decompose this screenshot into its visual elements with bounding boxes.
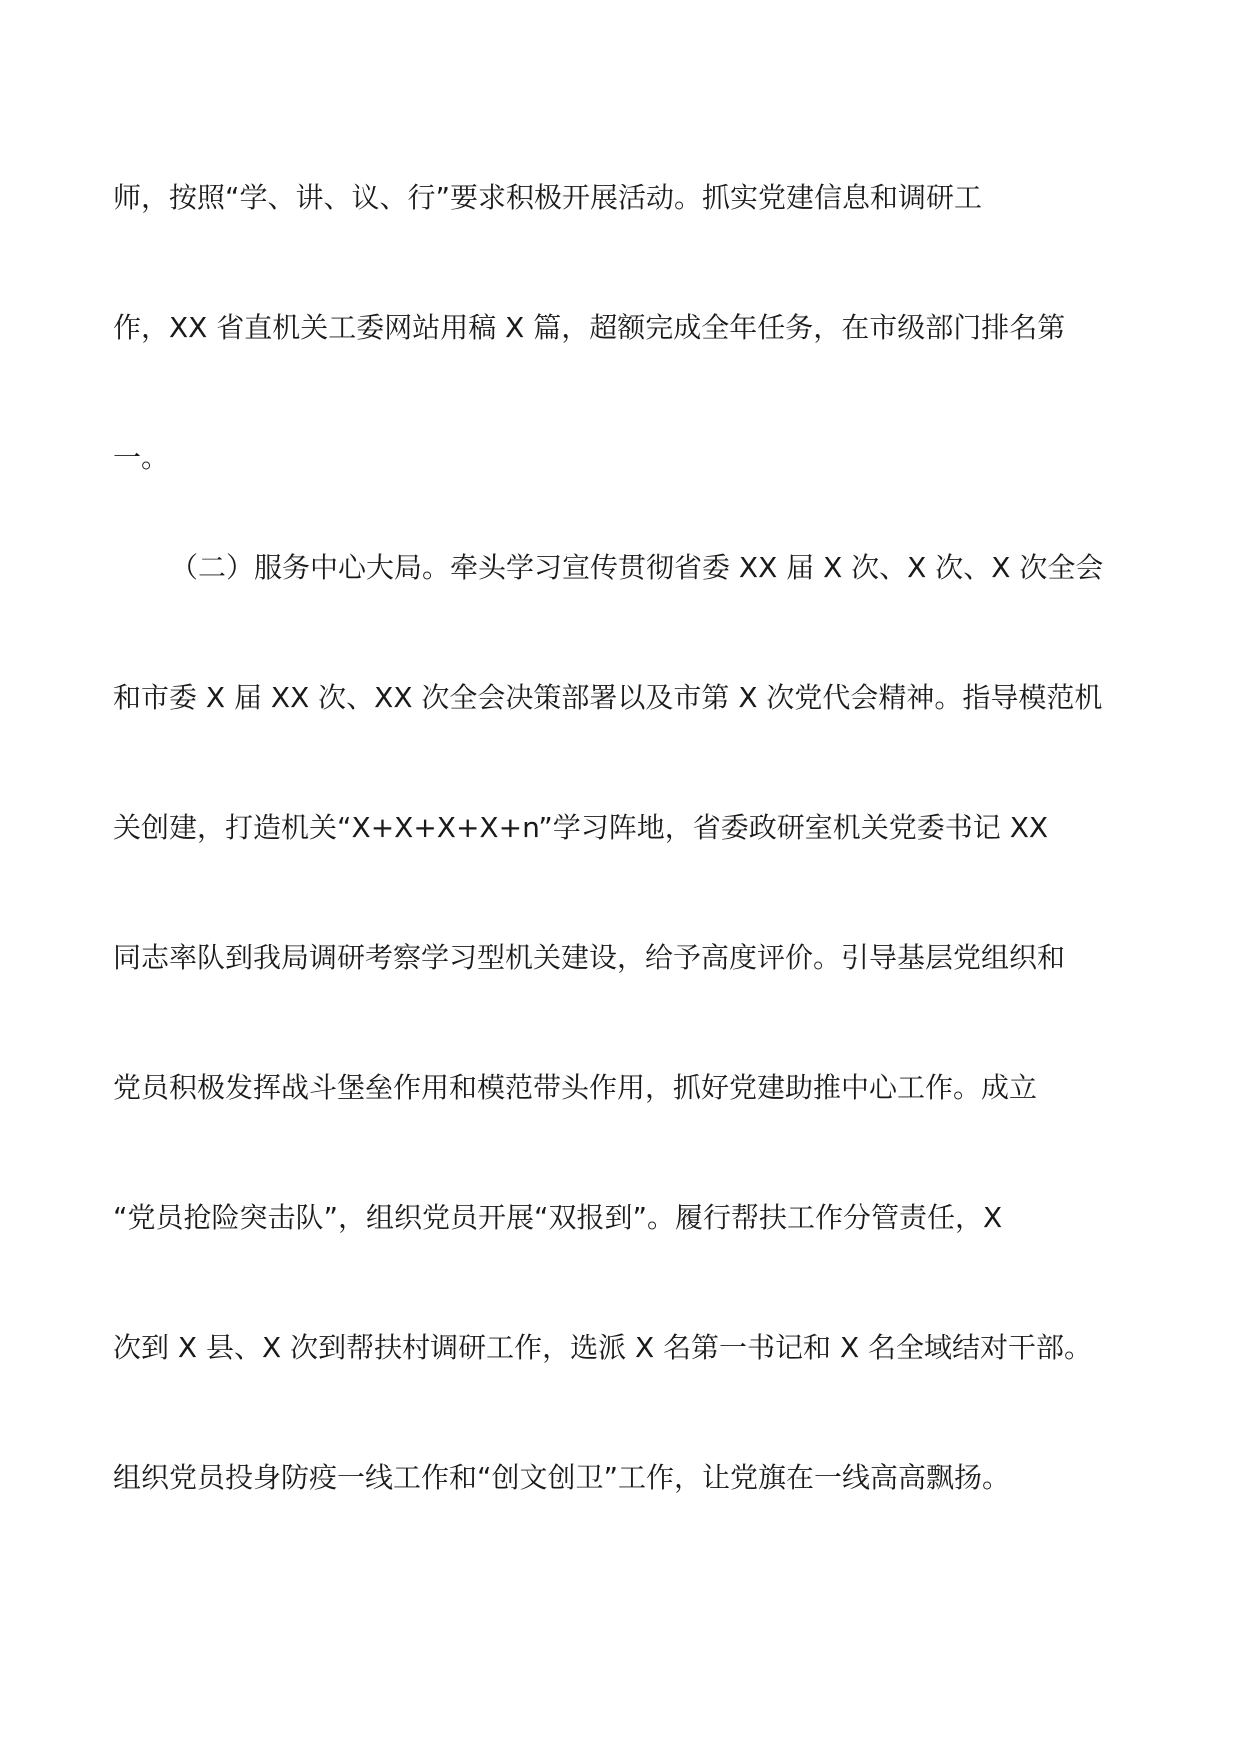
paragraph-line: 和市委 X 届 XX 次、XX 次全会决策部署以及市第 X 次党代会精神。指导模范机 xyxy=(113,681,1103,714)
paragraph-line: 师，按照“学、讲、议、行”要求积极开展活动。抓实党建信息和调研工 xyxy=(113,181,983,214)
paragraph-line: “党员抢险突击队”，组织党员开展“双报到”。履行帮扶工作分管责任，X xyxy=(113,1201,1003,1234)
paragraph-line: 关创建，打造机关“X+X+X+X+n”学习阵地，省委政研室机关党委书记 XX xyxy=(113,811,1049,844)
section-heading-line: （二）服务中心大局。牵头学习宣传贯彻省委 XX 届 X 次、X 次、X 次全会 xyxy=(170,551,1104,584)
paragraph-line: 一。 xyxy=(113,441,170,474)
paragraph-line: 次到 X 县、X 次到帮扶村调研工作，选派 X 名第一书记和 X 名全域结对干部。 xyxy=(113,1331,1093,1364)
paragraph-line: 同志率队到我局调研考察学习型机关建设，给予高度评价。引导基层党组织和 xyxy=(113,941,1066,974)
paragraph-line: 组织党员投身防疫一线工作和“创文创卫”工作，让党旗在一线高高飘扬。 xyxy=(113,1461,1011,1494)
paragraph-line: 党员积极发挥战斗堡垒作用和模范带头作用，抓好党建助推中心工作。成立 xyxy=(113,1071,1038,1104)
paragraph-line: 作，XX 省直机关工委网站用稿 X 篇，超额完成全年任务，在市级部门排名第 xyxy=(113,311,1066,344)
